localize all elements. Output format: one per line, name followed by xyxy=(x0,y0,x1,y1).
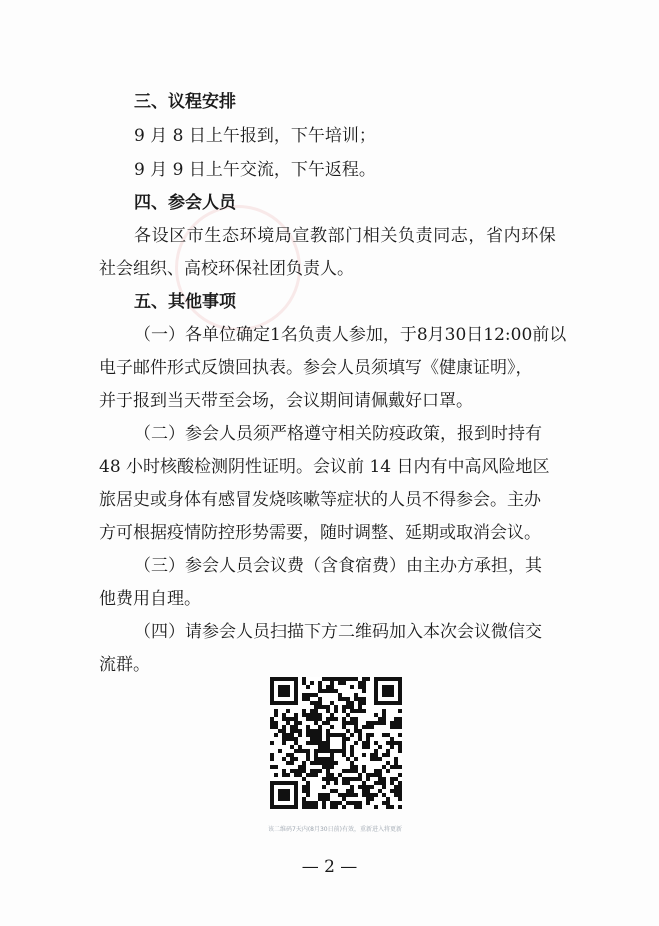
paragraph-line: 48 小时核酸检测阴性证明。会议前 14 日内有中高风险地区 xyxy=(99,457,550,477)
wechat-group-qr-code[interactable] xyxy=(270,677,402,809)
section-heading-other: 五、其他事项 xyxy=(134,292,236,312)
paragraph-line: 并于报到当天带至会场，会议期间请佩戴好口罩。 xyxy=(99,391,473,411)
paragraph-line: （二）参会人员须严格遵守相关防疫政策，报到时持有 xyxy=(134,424,542,444)
paragraph-line: （四）请参会人员扫描下方二维码加入本次会议微信交 xyxy=(134,622,542,642)
page-number: — 2 — xyxy=(301,857,358,877)
paragraph-line: （三）参会人员会议费（含食宿费）由主办方承担，其 xyxy=(134,556,542,576)
section-heading-attendees: 四、参会人员 xyxy=(134,193,236,213)
paragraph-line: 电子邮件形式反馈回执表。参会人员须填写《健康证明》， xyxy=(99,358,533,378)
agenda-item: 9 月 9 日上午交流，下午返程。 xyxy=(134,160,376,180)
paragraph-line: 他费用自理。 xyxy=(99,589,201,609)
agenda-item: 9 月 8 日上午报到，下午培训； xyxy=(134,126,376,146)
paragraph-line: 各设区市生态环境局宣教部门相关负责同志，省内环保 xyxy=(134,226,557,246)
paragraph-line: （一）各单位确定1名负责人参加，于8月30日12:00前以 xyxy=(134,325,567,345)
qr-caption: 该二维码7天内(8月30日前)有效，重新进入将更新 xyxy=(268,826,402,833)
section-heading-agenda: 三、议程安排 xyxy=(134,92,236,112)
paragraph-line: 方可根据疫情防控形势需要，随时调整、延期或取消会议。 xyxy=(99,523,541,543)
qr-code-icon xyxy=(270,677,402,809)
paragraph-line: 流群。 xyxy=(99,655,150,675)
paragraph-line: 社会组织、高校环保社团负责人。 xyxy=(99,259,354,279)
paragraph-line: 旅居史或身体有感冒发烧咳嗽等症状的人员不得参会。主办 xyxy=(99,490,541,510)
